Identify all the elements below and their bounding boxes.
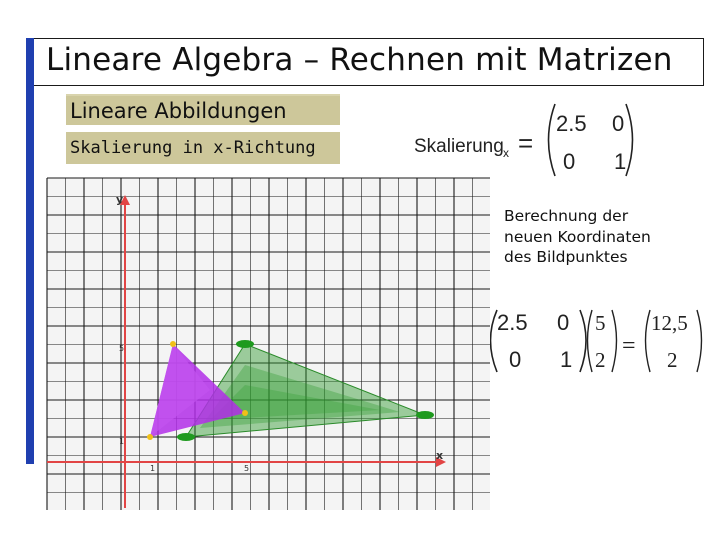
matrix-right-bracket [626, 104, 633, 176]
coordinate-grid [47, 178, 490, 510]
y-tick-1: 1 [119, 437, 125, 446]
scaling-matrix-definition [414, 104, 633, 176]
scaled-vertex-right [416, 411, 434, 419]
topic-label: Skalierung in x-Richtung [70, 138, 316, 158]
result-entry-1: 12,5 [651, 311, 688, 335]
y-tick-5: 5 [119, 344, 125, 353]
matrix-entry-12: 0 [612, 111, 625, 136]
x-tick-5: 5 [244, 464, 250, 473]
vector-entry-2: 2 [595, 348, 606, 372]
scaled-vertex-top [236, 340, 254, 348]
calc-matrix-right-bracket [580, 310, 586, 372]
matrix-label-subscript: x [503, 146, 509, 160]
original-vertex-top [170, 341, 176, 347]
calc-line-3: des Bildpunktes [504, 248, 628, 266]
matrix-entry-21: 0 [563, 149, 576, 174]
matrix-label: Skalierung [414, 136, 504, 157]
matrix-entry-22: 1 [614, 149, 627, 174]
matrix-left-bracket [549, 104, 556, 176]
matrix-equals: = [518, 128, 534, 158]
x-tick-1: 1 [150, 464, 156, 473]
matrix-entry-11: 2.5 [556, 111, 587, 136]
subtitle: Lineare Abbildungen [70, 99, 287, 123]
calc-matrix-entry-12: 0 [557, 310, 570, 335]
calc-matrix-entry-21: 0 [509, 347, 522, 372]
original-vertex-right [242, 410, 248, 416]
result-right-bracket [697, 310, 702, 372]
vector-entry-1: 5 [595, 311, 606, 335]
calc-line-1: Berechnung der [504, 207, 629, 225]
calc-matrix-entry-11: 2.5 [497, 310, 528, 335]
calculation-formula [491, 310, 702, 372]
y-axis-label: y [116, 193, 124, 206]
vector-left-bracket [588, 310, 593, 372]
original-vertex-left [147, 434, 153, 440]
calc-line-2: neuen Koordinaten [504, 227, 651, 246]
result-left-bracket [646, 310, 651, 372]
scaled-vertex-left [177, 433, 195, 441]
calc-equals: = [622, 333, 636, 359]
x-axis-label: x [436, 449, 444, 462]
slide-title: Lineare Algebra – Rechnen mit Matrizen [46, 42, 673, 78]
result-entry-2: 2 [667, 348, 678, 372]
calc-matrix-entry-22: 1 [560, 347, 573, 372]
vector-right-bracket [612, 310, 617, 372]
